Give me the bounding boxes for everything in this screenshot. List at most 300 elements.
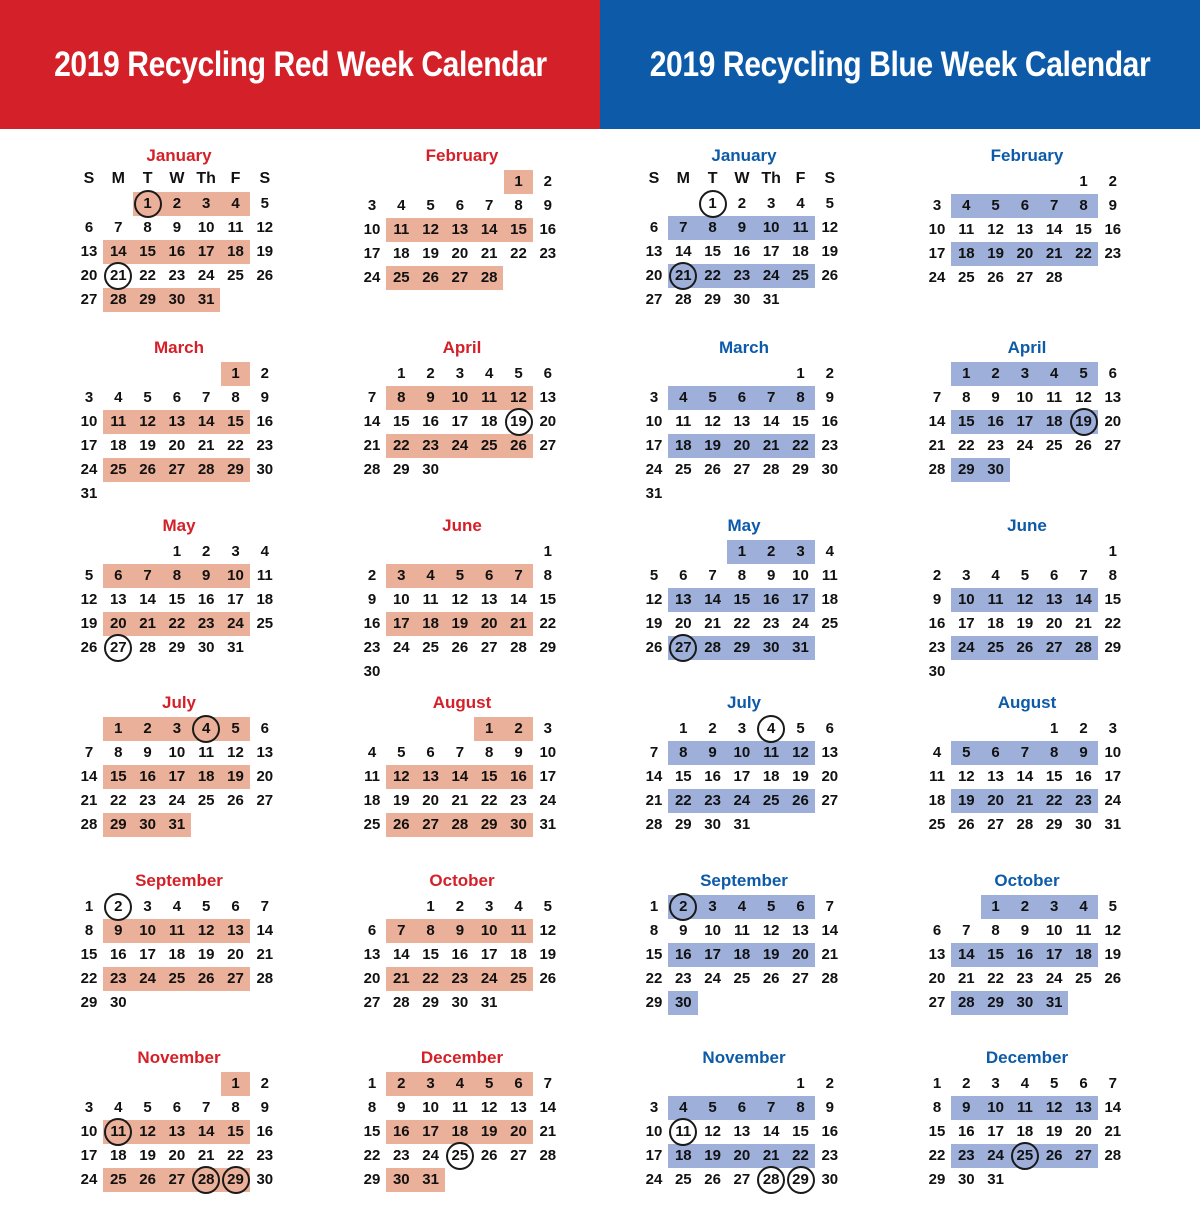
- calendar-day: 28: [1104, 1147, 1122, 1164]
- calendar-day: 25: [510, 970, 527, 987]
- calendar-day: 18: [1045, 413, 1063, 430]
- calendar-day: 23: [821, 1147, 839, 1164]
- calendar-day: 14: [539, 1099, 557, 1116]
- calendar-day: 9: [825, 1099, 834, 1116]
- calendar-day: 17: [392, 615, 410, 632]
- calendar-day: 24: [957, 639, 975, 656]
- calendar-day: 14: [1104, 1099, 1122, 1116]
- calendar-day: 24: [227, 615, 244, 632]
- calendar-day: 7: [1020, 744, 1030, 761]
- calendar-day: 13: [451, 221, 469, 238]
- calendar-day: 19: [987, 245, 1004, 262]
- calendar-day: 10: [704, 922, 721, 939]
- calendar-day: 30: [987, 461, 1004, 478]
- calendar-day: 13: [480, 591, 498, 608]
- calendar-day: 15: [480, 768, 498, 785]
- calendar-day: 7: [1079, 567, 1088, 584]
- calendar-day: 15: [109, 768, 127, 785]
- calendar-day: 7: [649, 744, 659, 761]
- calendar-day: 24: [645, 1171, 663, 1188]
- calendar-day: 16: [762, 591, 780, 608]
- calendar-day: 10: [539, 744, 557, 761]
- calendar-day: 8: [991, 922, 1000, 939]
- calendar-day: 21: [539, 1123, 557, 1140]
- calendar-day: 20: [1016, 245, 1034, 262]
- calendar-day: 20: [363, 970, 381, 987]
- calendar-day: 14: [928, 413, 946, 430]
- calendar-day: 19: [762, 946, 780, 963]
- calendar-day: 20: [1075, 1123, 1092, 1140]
- calendar-day: 27: [451, 269, 469, 286]
- calendar-day: 19: [792, 768, 809, 785]
- calendar-day: 24: [762, 267, 780, 284]
- calendar-day: 27: [168, 1171, 186, 1188]
- calendar-day: 16: [510, 768, 527, 785]
- calendar-day: 16: [987, 413, 1004, 430]
- calendar-day: 26: [451, 639, 469, 656]
- calendar-day: 12: [197, 922, 215, 939]
- calendar-day: 13: [733, 1123, 751, 1140]
- calendar-day: 2: [767, 543, 776, 560]
- calendar-day: 17: [168, 768, 186, 785]
- calendar-day: 5: [825, 195, 834, 212]
- calendar-day: 17: [704, 946, 721, 963]
- calendar-day: 15: [392, 413, 410, 430]
- holiday-circled-day: 19: [505, 408, 533, 436]
- calendar-day: 13: [987, 768, 1004, 785]
- calendar-day: 11: [1016, 1099, 1033, 1116]
- calendar-day: 10: [928, 221, 946, 238]
- calendar-day: 13: [363, 946, 381, 963]
- calendar-day: 8: [426, 922, 435, 939]
- calendar-day: 22: [363, 1147, 381, 1164]
- calendar-day: 20: [987, 792, 1004, 809]
- calendar-day: 25: [987, 639, 1004, 656]
- calendar-day: 16: [957, 1123, 975, 1140]
- holiday-circled-day: 11: [669, 1118, 697, 1146]
- calendar-day: 10: [392, 591, 410, 608]
- calendar-day: 28: [256, 970, 274, 987]
- calendar-day: 24: [1104, 792, 1122, 809]
- calendar-day: 3: [84, 1099, 94, 1116]
- calendar-day: 1: [231, 365, 240, 382]
- calendar-day: 23: [451, 970, 469, 987]
- calendar-day: 20: [928, 970, 946, 987]
- calendar-day: 30: [674, 994, 692, 1011]
- calendar-day: 3: [649, 1099, 659, 1116]
- calendar-day: 24: [733, 792, 751, 809]
- month-name: July: [726, 693, 762, 712]
- month-name: January: [711, 146, 777, 165]
- calendar-day: 6: [991, 744, 1000, 761]
- calendar-day: 18: [1075, 946, 1092, 963]
- calendar-day: 25: [109, 1171, 127, 1188]
- calendar-day: 16: [1075, 768, 1092, 785]
- calendar-day: 14: [1045, 221, 1063, 238]
- calendar-day: 8: [708, 219, 717, 236]
- calendar-day: 1: [397, 365, 406, 382]
- calendar-day: 15: [227, 413, 244, 430]
- calendar-day: 18: [510, 946, 527, 963]
- calendar-day: 8: [796, 389, 805, 406]
- calendar-day: 9: [514, 744, 523, 761]
- calendar-day: 11: [929, 768, 945, 785]
- calendar-day: 12: [645, 591, 663, 608]
- calendar-day: 13: [168, 1123, 186, 1140]
- calendar-day: 11: [987, 591, 1004, 608]
- calendar-day: 30: [1075, 816, 1092, 833]
- calendar-day: 18: [451, 1123, 469, 1140]
- calendar-day: 1: [426, 898, 435, 915]
- calendar-day: 24: [928, 269, 946, 286]
- calendar-day: 13: [1104, 389, 1122, 406]
- calendar-day: 17: [422, 1123, 439, 1140]
- calendar-day: 9: [202, 567, 211, 584]
- calendar-day: 26: [197, 970, 215, 987]
- calendar-day: 4: [114, 389, 123, 406]
- calendar-day: 17: [80, 1147, 98, 1164]
- calendar-day: 10: [957, 591, 975, 608]
- calendar-day: 4: [114, 1099, 123, 1116]
- calendar-day: 17: [480, 946, 498, 963]
- month-name: July: [161, 693, 197, 712]
- calendar-day: 23: [762, 615, 780, 632]
- calendar-day: 22: [109, 792, 127, 809]
- calendar-day: 8: [796, 1099, 805, 1116]
- calendar-day: 23: [1075, 792, 1092, 809]
- calendar-day: 2: [397, 1075, 406, 1092]
- calendar-day: 6: [825, 720, 834, 737]
- calendar-day: 18: [821, 591, 839, 608]
- calendar-day: 6: [172, 389, 182, 406]
- calendar-day: 16: [363, 615, 381, 632]
- calendar-day: 14: [80, 768, 98, 785]
- calendar-day: 3: [231, 543, 240, 560]
- calendar-day: 4: [932, 744, 942, 761]
- calendar-day: 10: [227, 567, 244, 584]
- calendar-day: 9: [114, 922, 123, 939]
- calendar-day: 31: [422, 1171, 439, 1188]
- calendar-day: 10: [645, 1123, 663, 1140]
- calendar-day: 10: [733, 744, 751, 761]
- calendar-day: 22: [928, 1147, 946, 1164]
- calendar-day: 13: [168, 413, 186, 430]
- calendar-day: 20: [168, 1147, 186, 1164]
- calendar-day: 14: [704, 591, 721, 608]
- calendar-day: 13: [539, 389, 557, 406]
- calendar-day: 27: [987, 816, 1004, 833]
- calendar-day: 13: [674, 591, 692, 608]
- calendar-day: 13: [792, 922, 809, 939]
- day-of-week-header: M: [111, 170, 125, 187]
- calendar-day: 26: [422, 269, 439, 286]
- calendar-day: 3: [426, 1075, 435, 1092]
- calendar-day: 15: [422, 946, 439, 963]
- calendar-day: 15: [510, 221, 527, 238]
- calendar-day: 25: [197, 792, 215, 809]
- calendar-day: 18: [792, 243, 809, 260]
- calendar-day: 27: [1104, 437, 1122, 454]
- calendar-day: 1: [485, 720, 494, 737]
- calendar-day: 29: [139, 291, 156, 308]
- calendar-day: 8: [172, 567, 182, 584]
- calendar-day: 1: [962, 365, 971, 382]
- calendar-day: 28: [957, 994, 975, 1011]
- calendar-day: 8: [543, 567, 552, 584]
- calendar-day: 7: [543, 1075, 552, 1092]
- calendar-day: 29: [392, 461, 410, 478]
- calendar-day: 30: [762, 639, 780, 656]
- calendar-day: 15: [645, 946, 663, 963]
- calendar-day: 10: [480, 922, 498, 939]
- calendar-day: 7: [367, 389, 377, 406]
- calendar-day: 6: [1108, 365, 1117, 382]
- calendar-day: 5: [543, 898, 552, 915]
- calendar-day: 4: [1020, 1075, 1030, 1092]
- calendar-day: 14: [645, 768, 663, 785]
- calendar-day: 12: [1045, 1099, 1063, 1116]
- calendar-day: 26: [392, 816, 410, 833]
- calendar-day: 31: [1104, 816, 1122, 833]
- calendar-day: 27: [733, 1171, 751, 1188]
- calendar-day: 14: [139, 591, 156, 608]
- calendar-day: 18: [227, 243, 244, 260]
- calendar-day: 22: [1075, 245, 1092, 262]
- calendar-day: 16: [422, 413, 439, 430]
- calendar-day: 18: [957, 245, 975, 262]
- calendar-day: 6: [1020, 197, 1030, 214]
- calendar-day: 9: [143, 744, 152, 761]
- calendar-day: 19: [80, 615, 98, 632]
- calendar-day: 9: [260, 1099, 269, 1116]
- calendar-day: 24: [80, 1171, 98, 1188]
- calendar-day: 23: [539, 245, 557, 262]
- calendar-day: 18: [928, 792, 946, 809]
- calendar-day: 3: [172, 720, 182, 737]
- calendar-day: 9: [737, 219, 747, 236]
- calendar-day: 12: [480, 1099, 498, 1116]
- calendar-day: 10: [792, 567, 809, 584]
- calendar-day: 5: [202, 898, 211, 915]
- calendar-day: 25: [733, 970, 751, 987]
- calendar-day: 1: [543, 543, 552, 560]
- calendar-day: 6: [737, 1099, 747, 1116]
- calendar-day: 16: [197, 591, 215, 608]
- calendar-day: 2: [514, 720, 523, 737]
- calendar-day: 5: [962, 744, 971, 761]
- calendar-day: 6: [114, 567, 123, 584]
- calendar-day: 26: [539, 970, 557, 987]
- calendar-day: 25: [674, 461, 692, 478]
- calendar-day: 28: [928, 461, 946, 478]
- calendar-day: 28: [139, 639, 156, 656]
- calendar-day: 25: [422, 639, 439, 656]
- calendar-day: 10: [645, 413, 663, 430]
- month-name: June: [442, 516, 482, 535]
- calendar-day: 9: [679, 922, 688, 939]
- calendar-day: 7: [825, 898, 834, 915]
- holiday-circled-day: 29: [222, 1166, 250, 1194]
- calendar-day: 15: [792, 1123, 809, 1140]
- calendar-day: 30: [139, 816, 156, 833]
- calendar-day: 6: [737, 389, 747, 406]
- calendar-day: 5: [514, 365, 523, 382]
- calendar-day: 20: [168, 437, 186, 454]
- calendar-day: 25: [928, 816, 946, 833]
- calendar-day: 19: [957, 792, 975, 809]
- calendar-day: 5: [231, 720, 240, 737]
- holiday-circled-day: 21: [104, 262, 132, 290]
- calendar-day: 8: [231, 1099, 240, 1116]
- calendar-day: 20: [645, 267, 663, 284]
- calendar-day: 12: [510, 389, 527, 406]
- calendar-day: 29: [1104, 639, 1122, 656]
- calendar-day: 26: [139, 461, 156, 478]
- calendar-day: 10: [1045, 922, 1063, 939]
- calendar-day: 20: [109, 615, 127, 632]
- calendar-day: 19: [422, 245, 439, 262]
- calendar-day: 4: [367, 744, 377, 761]
- calendar-day: 21: [480, 245, 498, 262]
- calendar-day: 3: [932, 197, 942, 214]
- calendar-day: 22: [1045, 792, 1063, 809]
- calendar-day: 28: [645, 816, 663, 833]
- calendar-day: 1: [514, 173, 523, 190]
- calendar-day: 2: [426, 365, 435, 382]
- calendar-day: 14: [674, 243, 692, 260]
- calendar-day: 16: [451, 946, 469, 963]
- blue-week-title: 2019 Recycling Blue Week Calendar: [649, 44, 1151, 84]
- calendar-day: 3: [367, 197, 377, 214]
- calendar-day: 7: [708, 567, 717, 584]
- calendar-day: 27: [1045, 639, 1063, 656]
- calendar-day: 21: [363, 437, 381, 454]
- calendar-day: 2: [455, 898, 465, 915]
- calendar-day: 9: [1020, 922, 1030, 939]
- calendar-day: 23: [987, 437, 1004, 454]
- calendar-day: 5: [1020, 567, 1030, 584]
- calendar-day: 10: [80, 1123, 98, 1140]
- calendar-day: 17: [792, 591, 809, 608]
- calendar-day: 23: [704, 792, 721, 809]
- calendar-day: 22: [510, 245, 527, 262]
- calendar-day: 23: [197, 615, 215, 632]
- calendar-day: 2: [708, 720, 717, 737]
- calendar-day: 17: [1104, 768, 1122, 785]
- calendar-day: 2: [932, 567, 942, 584]
- calendar-day: 2: [1020, 898, 1030, 915]
- calendar-day: 3: [649, 389, 659, 406]
- calendar-day: 21: [645, 792, 663, 809]
- calendar-day: 3: [455, 365, 465, 382]
- calendar-day: 1: [84, 898, 94, 915]
- calendar-day: 23: [363, 639, 381, 656]
- calendar-day: 26: [139, 1171, 156, 1188]
- calendar-day: 14: [480, 221, 498, 238]
- calendar-day: 27: [80, 291, 98, 308]
- calendar-day: 14: [762, 1123, 780, 1140]
- calendar-day: 6: [455, 197, 465, 214]
- calendar-day: 11: [792, 219, 809, 236]
- calendar-day: 15: [1104, 591, 1122, 608]
- holiday-circled-day: 25: [446, 1142, 474, 1170]
- calendar-day: 12: [1075, 389, 1092, 406]
- calendar-day: 27: [1075, 1147, 1092, 1164]
- calendar-day: 11: [481, 389, 498, 406]
- calendar-day: 15: [733, 591, 751, 608]
- calendar-day: 7: [932, 389, 942, 406]
- calendar-day: 22: [80, 970, 98, 987]
- calendar-day: 3: [737, 720, 747, 737]
- calendar-day: 26: [762, 970, 780, 987]
- calendar-day: 27: [821, 792, 839, 809]
- calendar-day: 17: [645, 1147, 663, 1164]
- month-name: June: [1007, 516, 1047, 535]
- calendar-day: 22: [227, 437, 244, 454]
- calendar-day: 16: [256, 1123, 274, 1140]
- calendar-day: 27: [480, 639, 498, 656]
- day-of-week-header: F: [795, 170, 806, 187]
- calendar-day: 11: [393, 221, 410, 238]
- calendar-day: 11: [821, 567, 838, 584]
- calendar-day: 23: [422, 437, 439, 454]
- calendar-day: 16: [109, 946, 127, 963]
- calendar-day: 7: [767, 1099, 776, 1116]
- month-name: October: [429, 871, 495, 890]
- calendar-day: 12: [704, 413, 721, 430]
- calendar-day: 17: [645, 437, 663, 454]
- calendar-day: 2: [1108, 173, 1117, 190]
- calendar-day: 1: [114, 720, 123, 737]
- calendar-day: 11: [227, 219, 244, 236]
- calendar-day: 3: [143, 898, 152, 915]
- calendar-day: 29: [704, 291, 721, 308]
- calendar-day: 27: [363, 994, 381, 1011]
- calendar-day: 4: [737, 898, 747, 915]
- calendar-day: 8: [143, 219, 152, 236]
- red-week-title: 2019 Recycling Red Week Calendar: [53, 44, 547, 84]
- calendar-day: 10: [1016, 389, 1034, 406]
- calendar-day: 18: [109, 437, 127, 454]
- calendar-day: 9: [825, 389, 834, 406]
- calendar-day: 4: [796, 195, 805, 212]
- calendar-day: 3: [708, 898, 717, 915]
- calendar-day: 12: [987, 221, 1004, 238]
- calendar-day: 13: [1075, 1099, 1092, 1116]
- calendar-day: 14: [256, 922, 274, 939]
- calendar-day: 2: [991, 365, 1000, 382]
- calendar-day: 4: [825, 543, 834, 560]
- calendar-day: 7: [143, 567, 152, 584]
- calendar-day: 7: [455, 744, 465, 761]
- calendar-day: 1: [1108, 543, 1117, 560]
- calendar-day: 1: [991, 898, 1000, 915]
- calendar-day: 15: [363, 1123, 381, 1140]
- month-name: March: [718, 338, 770, 357]
- calendar-day: 30: [1016, 994, 1034, 1011]
- calendar-day: 26: [1075, 437, 1092, 454]
- calendar-day: 5: [397, 744, 406, 761]
- calendar-day: 20: [1045, 615, 1063, 632]
- day-of-week-header: S: [259, 170, 271, 187]
- calendar-day: 26: [645, 639, 663, 656]
- calendar-day: 24: [139, 970, 156, 987]
- calendar-day: 18: [168, 946, 186, 963]
- calendar-day: 22: [987, 970, 1004, 987]
- calendar-day: 20: [792, 946, 809, 963]
- calendar-day: 18: [1016, 1123, 1034, 1140]
- calendar-day: 28: [80, 816, 98, 833]
